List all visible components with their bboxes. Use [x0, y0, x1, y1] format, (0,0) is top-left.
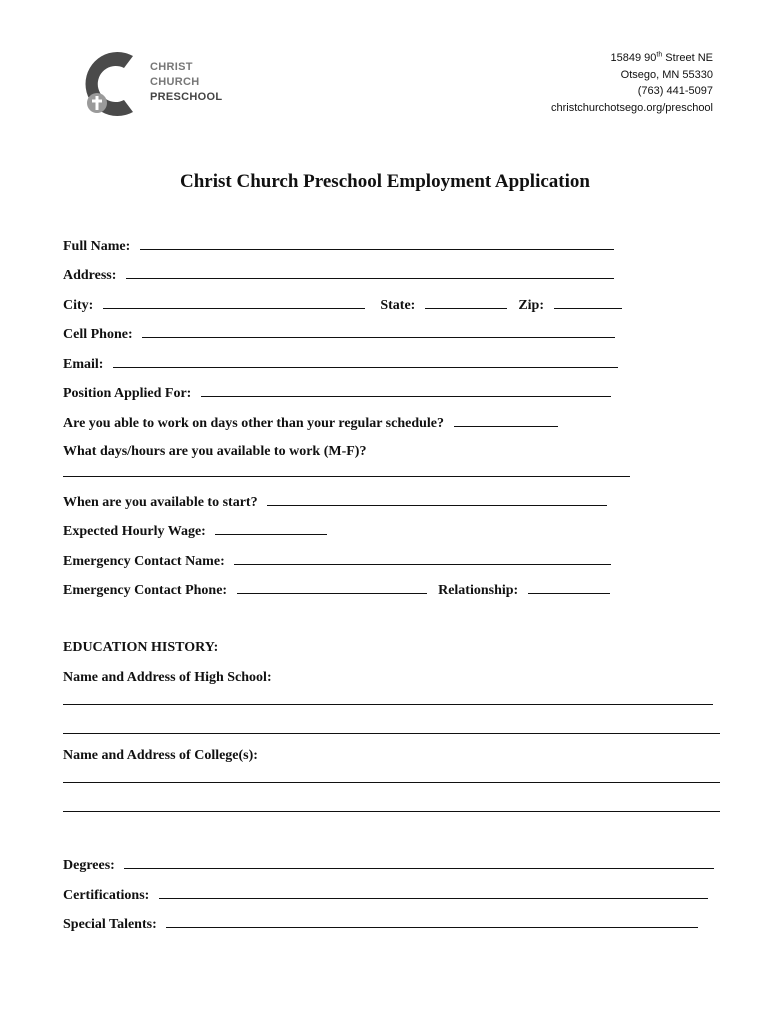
address-label: Address:: [63, 268, 117, 283]
state-field[interactable]: [425, 295, 507, 309]
page-title: Christ Church Preschool Employment Application: [180, 171, 590, 192]
logo-c-cross-icon: [84, 50, 144, 120]
emergency-phone-field[interactable]: [237, 580, 427, 594]
website-link[interactable]: christchurchotsego.org/preschool: [550, 101, 713, 114]
education-heading-label: EDUCATION HISTORY:: [63, 640, 219, 655]
relationship-label: Relationship:: [438, 583, 519, 598]
college-field-2[interactable]: [63, 811, 720, 812]
city-field[interactable]: [103, 295, 365, 309]
email-field[interactable]: [113, 354, 618, 368]
days-hours-field[interactable]: [63, 476, 630, 477]
wage-field[interactable]: [215, 521, 327, 535]
street-address: 15849 90th Street NE: [610, 51, 713, 64]
talents-field[interactable]: [166, 914, 698, 928]
start-label: When are you available to start?: [63, 495, 258, 510]
position-label: Position Applied For:: [63, 386, 192, 401]
other-days-row: [63, 413, 558, 431]
city-label: City:: [63, 298, 94, 313]
full-name-row: [63, 236, 614, 254]
certifications-field[interactable]: [159, 885, 708, 899]
degrees-label: Degrees:: [63, 858, 115, 873]
emergency-name-row: [63, 551, 611, 569]
zip-label: Zip:: [518, 298, 545, 313]
full-name-label: Full Name:: [63, 239, 131, 254]
high-school-field-2[interactable]: [63, 733, 720, 734]
emergency-phone-row: [63, 580, 610, 598]
high-school-row: [63, 669, 272, 687]
full-name-field[interactable]: [140, 236, 614, 250]
cell-phone-row: [63, 324, 615, 342]
email-label: Email:: [63, 357, 104, 372]
cell-phone-field[interactable]: [142, 324, 615, 338]
emergency-name-label: Emergency Contact Name:: [63, 554, 225, 569]
logo-wordmark: [150, 60, 222, 105]
certifications-row: [63, 885, 708, 903]
preschool-logo: [84, 50, 244, 120]
position-field[interactable]: [201, 383, 611, 397]
wage-row: [63, 521, 327, 539]
degrees-field[interactable]: [124, 855, 714, 869]
college-field-1[interactable]: [63, 782, 720, 783]
high-school-field-1[interactable]: [63, 704, 713, 705]
state-label: State:: [380, 298, 416, 313]
city-state-zip: Otsego, MN 55330: [620, 68, 713, 81]
emergency-phone-label: Emergency Contact Phone:: [63, 583, 228, 598]
college-row: [63, 747, 258, 765]
wage-label: Expected Hourly Wage:: [63, 524, 206, 539]
certifications-label: Certifications:: [63, 888, 150, 903]
position-row: [63, 383, 611, 401]
other-days-field[interactable]: [454, 413, 558, 427]
college-label: Name and Address of College(s):: [63, 748, 258, 763]
cell-phone-label: Cell Phone:: [63, 327, 133, 342]
email-row: [63, 354, 618, 372]
address-row: [63, 265, 614, 283]
address-field[interactable]: [126, 265, 614, 279]
zip-field[interactable]: [554, 295, 622, 309]
talents-label: Special Talents:: [63, 917, 157, 932]
start-row: [63, 492, 607, 510]
emergency-name-field[interactable]: [234, 551, 611, 565]
high-school-label: Name and Address of High School:: [63, 670, 272, 685]
relationship-field[interactable]: [528, 580, 610, 594]
education-heading: [63, 639, 218, 657]
days-hours-label: What days/hours are you available to work (M-F)?: [63, 444, 367, 459]
days-hours-row: [63, 443, 366, 461]
phone-number: (763) 441-5097: [637, 85, 713, 97]
other-days-label: Are you able to work on days other than your regular schedule?: [63, 416, 445, 431]
start-field[interactable]: [267, 492, 607, 506]
contact-address: [551, 50, 713, 116]
logo-line-2: CHURCH: [150, 76, 200, 88]
logo-line-3: PRESCHOOL: [150, 91, 223, 103]
city-state-zip-row: [63, 295, 622, 313]
degrees-row: [63, 855, 714, 873]
talents-row: [63, 914, 698, 932]
logo-line-1: CHRIST: [150, 61, 193, 73]
